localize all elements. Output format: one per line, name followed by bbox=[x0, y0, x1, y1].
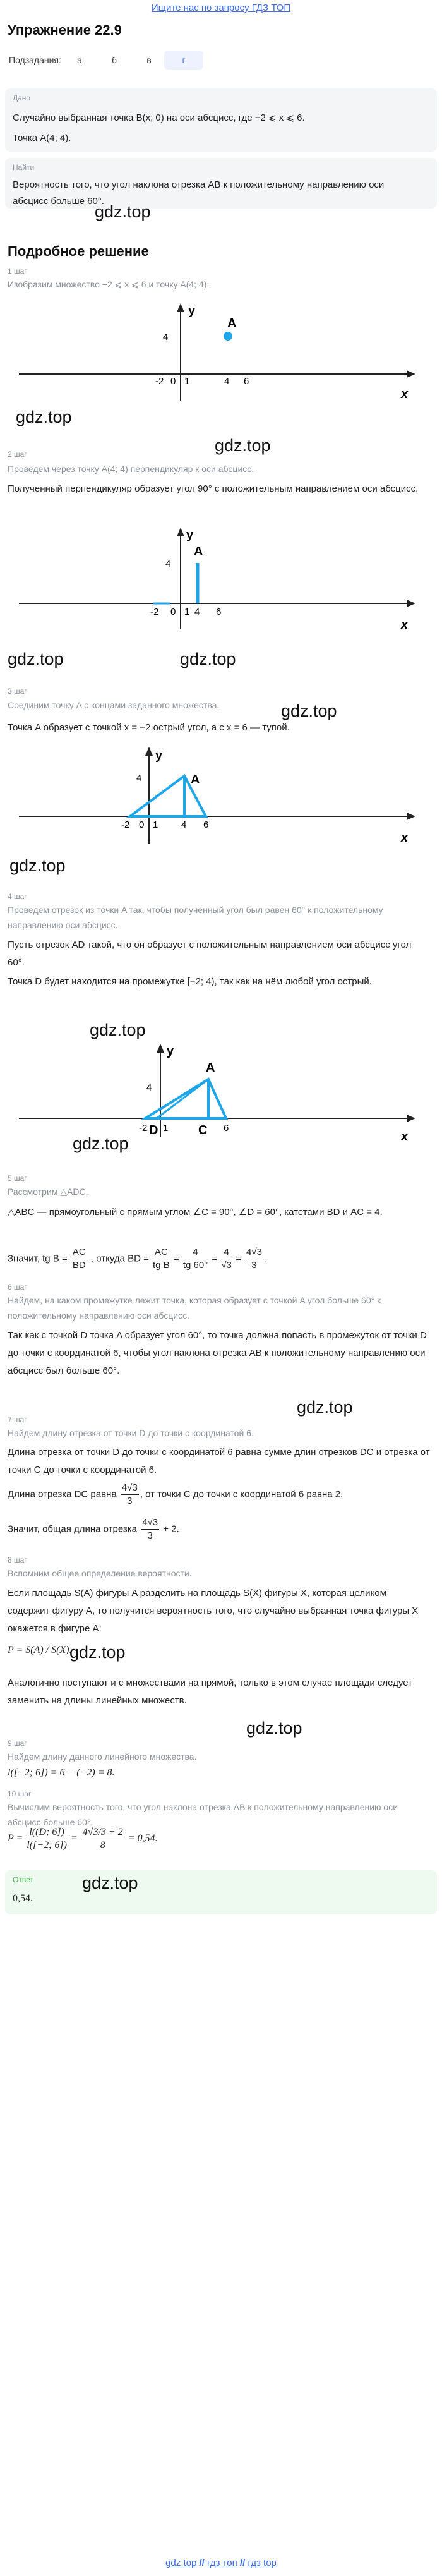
step-3-note: Соединим точку A с концами заданного множества. bbox=[8, 700, 220, 710]
point-a bbox=[224, 332, 232, 341]
step-7-note: Найдем длину отрезка от точки D до точки с координатой 6. bbox=[8, 1428, 254, 1438]
tab-b[interactable]: б bbox=[111, 55, 117, 65]
answer-block bbox=[5, 1870, 437, 1914]
fraction: $\frac{4}{√3}$ bbox=[221, 1247, 232, 1271]
tick-neg2: -2 bbox=[155, 376, 164, 387]
tick-one: 1 bbox=[184, 376, 190, 387]
graph-step-2 bbox=[19, 521, 423, 632]
footer-sep: // bbox=[199, 2558, 205, 2568]
tab-v[interactable]: в bbox=[146, 55, 152, 65]
step-5-note: Рассмотрим △ADC. bbox=[8, 1187, 88, 1197]
given-line-1: Случайно выбранная точка B(x; 0) на оси абсцисс, где −2 ⩽ x ⩽ 6. bbox=[13, 112, 305, 123]
watermark: gdz.top bbox=[95, 202, 151, 221]
fraction: $\frac{l((D; 6])}{l([-2; 6])}$ bbox=[27, 1827, 67, 1851]
tick-zero: 0 bbox=[170, 376, 176, 387]
period: . bbox=[264, 1253, 268, 1264]
fraction: $\frac{AC}{\text{tg B}}$ bbox=[153, 1247, 170, 1271]
step-9-note: Найдем длину данного линейного множества. bbox=[8, 1751, 197, 1762]
dc-suffix: , от точки C до точки с координатой 6 равна 2. bbox=[140, 1489, 343, 1500]
x-axis-label: x bbox=[401, 831, 409, 845]
find-label: Найти bbox=[13, 163, 35, 172]
step-2-text: Полученный перпендикуляр образует угол 90° с положительным направлением оси абсцисс. bbox=[8, 483, 419, 494]
tick-zero: 0 bbox=[139, 819, 145, 830]
step-1-label: 1 шаг bbox=[8, 267, 27, 275]
step-4-text-1: Пусть отрезок AD такой, что он образует с положительным направлением оси абсцисс угол 60°. bbox=[8, 940, 412, 968]
tick-six: 6 bbox=[216, 607, 222, 617]
watermark: gdz.top bbox=[9, 856, 66, 875]
total-suffix: + 2. bbox=[163, 1523, 179, 1535]
watermark: gdz.top bbox=[73, 1134, 129, 1153]
step-4-label: 4 шаг bbox=[8, 892, 27, 901]
watermark: gdz.top bbox=[246, 1719, 302, 1738]
watermark: gdz.top bbox=[297, 1398, 353, 1417]
find-text: Вероятность того, что угол наклона отрезка AB к положительному направлению оси абсцисс больше 60°. bbox=[13, 179, 385, 207]
dc-prefix: Длина отрезка DC равна bbox=[8, 1489, 117, 1500]
watermark: gdz.top bbox=[180, 650, 236, 668]
step-1-note: Изобразим множество −2 ⩽ x ⩽ 6 и точку A(4; 4). bbox=[8, 279, 210, 289]
tick-one: 1 bbox=[163, 1123, 169, 1134]
tick-zero: 0 bbox=[170, 607, 176, 617]
footer-link-1[interactable]: gdz top bbox=[165, 2558, 197, 2568]
solution-heading: Подробное решение bbox=[8, 243, 149, 259]
fraction: $\frac{4√3}{3}$ bbox=[142, 1517, 158, 1541]
watermark: gdz.top bbox=[90, 1020, 146, 1039]
step-9-formula: l([−2; 6]) = 6 − (−2) = 8. bbox=[8, 1767, 115, 1778]
tick-six: 6 bbox=[203, 819, 209, 830]
step-5-label: 5 шаг bbox=[8, 1174, 27, 1183]
tg-prefix: Значит, tg B = bbox=[8, 1253, 68, 1264]
tick-y4: 4 bbox=[136, 773, 142, 783]
tab-g[interactable]: г bbox=[164, 51, 203, 70]
subtasks-label: Подзадания: bbox=[9, 55, 61, 65]
point-a-label: A bbox=[206, 1061, 215, 1075]
tick-four: 4 bbox=[194, 607, 200, 617]
given-line-2: Точка A(4; 4). bbox=[13, 133, 71, 143]
step-10-label: 10 шаг bbox=[8, 1789, 32, 1798]
fraction: $\frac{4√3}{3}$ bbox=[246, 1247, 262, 1271]
graph-step-1 bbox=[19, 297, 423, 404]
tick-neg2: -2 bbox=[150, 607, 159, 617]
step-4-text-2: Точка D будет находится на промежутке [−2; 4), так как на нём любой угол острый. bbox=[8, 976, 372, 987]
x-axis-label: x bbox=[401, 618, 409, 632]
point-c-label: C bbox=[198, 1123, 208, 1137]
tick-four: 4 bbox=[224, 376, 230, 387]
fraction: $\frac{AC}{BD}$ bbox=[72, 1247, 86, 1271]
step-10-note: Вычислим вероятность того, что угол наклона отрезка AB к положительному направлению оси абсцисс больше 60°. bbox=[8, 1802, 398, 1827]
y-axis-label: y bbox=[186, 528, 194, 542]
tick-six: 6 bbox=[244, 376, 249, 387]
watermark: gdz.top bbox=[82, 1873, 138, 1892]
footer-link-2[interactable]: гдз топ bbox=[207, 2558, 237, 2568]
step-8-text-2: Аналогично поступают и с множествами на прямой, только в этом случае площади следует заменить на длины линейных множеств. bbox=[8, 1678, 412, 1706]
tick-one: 1 bbox=[184, 607, 190, 617]
page-title: Упражнение 22.9 bbox=[8, 22, 122, 38]
watermark: gdz.top bbox=[8, 650, 64, 668]
step-6-note: Найдем, на каком промежутке лежит точка, которая образует с точкой A угол больше 60° к положительному направлению оси абсцисс. bbox=[8, 1295, 381, 1321]
x-axis-label: x bbox=[401, 387, 409, 401]
tick-four: 4 bbox=[181, 819, 187, 830]
tick-y4: 4 bbox=[163, 332, 169, 342]
tick-neg2: -2 bbox=[139, 1123, 148, 1134]
footer-link-3[interactable]: гдз top bbox=[248, 2558, 277, 2568]
total-prefix: Значит, общая длина отрезка bbox=[8, 1523, 138, 1535]
step-9-label: 9 шаг bbox=[8, 1739, 27, 1748]
step-7-label: 7 шаг bbox=[8, 1415, 27, 1424]
step-6-label: 6 шаг bbox=[8, 1283, 27, 1291]
watermark: gdz.top bbox=[281, 701, 337, 720]
step-7-text-1: Длина отрезка от точки D до точки с координатой 6 равна сумме длин отрезков DC и отрезка от точки C до точки с координатой 6. bbox=[8, 1447, 430, 1475]
graph-step-3 bbox=[19, 746, 423, 847]
given-label: Дано bbox=[13, 94, 31, 102]
tick-six: 6 bbox=[224, 1123, 229, 1134]
y-axis-label: y bbox=[155, 749, 163, 763]
tick-neg2: -2 bbox=[121, 819, 130, 830]
x-axis-label: x bbox=[401, 1130, 409, 1144]
point-a-label: A bbox=[191, 773, 200, 787]
fraction: $\frac{4√3}{3}$ bbox=[121, 1482, 138, 1506]
step-2-note: Проведем через точку A(4; 4) перпендикуляр к оси абсцисс. bbox=[8, 464, 254, 474]
point-a-label: A bbox=[194, 545, 203, 559]
step-3-text: Точка A образует с точкой x = −2 острый угол, а с x = 6 — тупой. bbox=[8, 722, 290, 733]
step-8-text-1: Если площадь S(A) фигуры A разделить на площадь S(X) фигуры X, которая целиком содержит фигуру A, то получится вероятность того, что случайно выбранная точка фигуры X окажется в фигуре A: bbox=[8, 1588, 419, 1634]
fraction: $\frac{4}{tg 60^\circ}$ bbox=[182, 1247, 208, 1271]
answer-value: 0,54. bbox=[13, 1893, 33, 1904]
step-5-text-1: △ABC — прямоугольный с прямым углом ∠C = 90°, ∠D = 60°, катетами BD и AC = 4. bbox=[8, 1207, 383, 1218]
step-4-note: Проведем отрезок из точки A так, чтобы полученный угол был равен 60° к положительному направлению оси абсцисс. bbox=[8, 905, 383, 930]
fraction: $\frac{4√3/3 + 2}{8}$ bbox=[82, 1827, 123, 1851]
step-8-label: 8 шаг bbox=[8, 1556, 27, 1564]
given-block bbox=[5, 88, 437, 152]
step-7-text-3 bbox=[8, 1516, 431, 1542]
step-8-note: Вспомним общее определение вероятности. bbox=[8, 1568, 192, 1578]
find-block bbox=[5, 158, 437, 209]
watermark: gdz.top bbox=[215, 436, 271, 455]
bd-prefix: , откуда BD = bbox=[90, 1253, 149, 1264]
step-5-text-2: Значит, tg B = $\frac{AC}{BD}$ , откуда BD = $\frac{AC}{\text{tg B}}$ = $\frac{4}{tg 60^\circ}$ = $\frac{4}{√3}$ = $\frac{4√3}{3}$ . bbox=[8, 1247, 268, 1271]
y-axis-label: y bbox=[188, 304, 196, 318]
tick-y4: 4 bbox=[165, 559, 171, 569]
result: = 0,54. bbox=[128, 1833, 158, 1844]
step-8-formula: P = S(A) / S(X). bbox=[8, 1645, 72, 1655]
point-d-label: D bbox=[149, 1123, 158, 1137]
step-7-text-2 bbox=[8, 1482, 431, 1508]
footer-sep: // bbox=[239, 2558, 246, 2568]
graph-step-4 bbox=[19, 1036, 423, 1144]
footer-links bbox=[0, 2558, 442, 2568]
step-3-label: 3 шаг bbox=[8, 687, 27, 696]
tick-y4: 4 bbox=[146, 1082, 152, 1093]
tab-a[interactable]: а bbox=[77, 55, 82, 65]
step-2-label: 2 шаг bbox=[8, 450, 27, 459]
watermark: gdz.top bbox=[69, 1643, 126, 1662]
answer-label: Ответ bbox=[13, 1875, 33, 1884]
y-axis-label: y bbox=[167, 1044, 174, 1058]
point-a-label: A bbox=[227, 317, 237, 330]
watermark: gdz.top bbox=[16, 408, 72, 426]
tick-one: 1 bbox=[153, 819, 158, 830]
step-10-formula: P = $\frac{l((D; 6])}{l([-2; 6])}$ = $\frac{4√3/3 + 2}{8}$ = 0,54. bbox=[8, 1827, 158, 1851]
step-6-text: Так как с точкой D точка A образует угол 60°, то точка должна попасть в промежуток от точки D до точки с координатой 6, чтобы угол наклона отрезка AB к положительному направлению оси абсцисс был больше 60°. bbox=[8, 1330, 427, 1376]
top-search-link[interactable]: Ищите нас по запросу ГДЗ ТОП bbox=[151, 3, 291, 13]
